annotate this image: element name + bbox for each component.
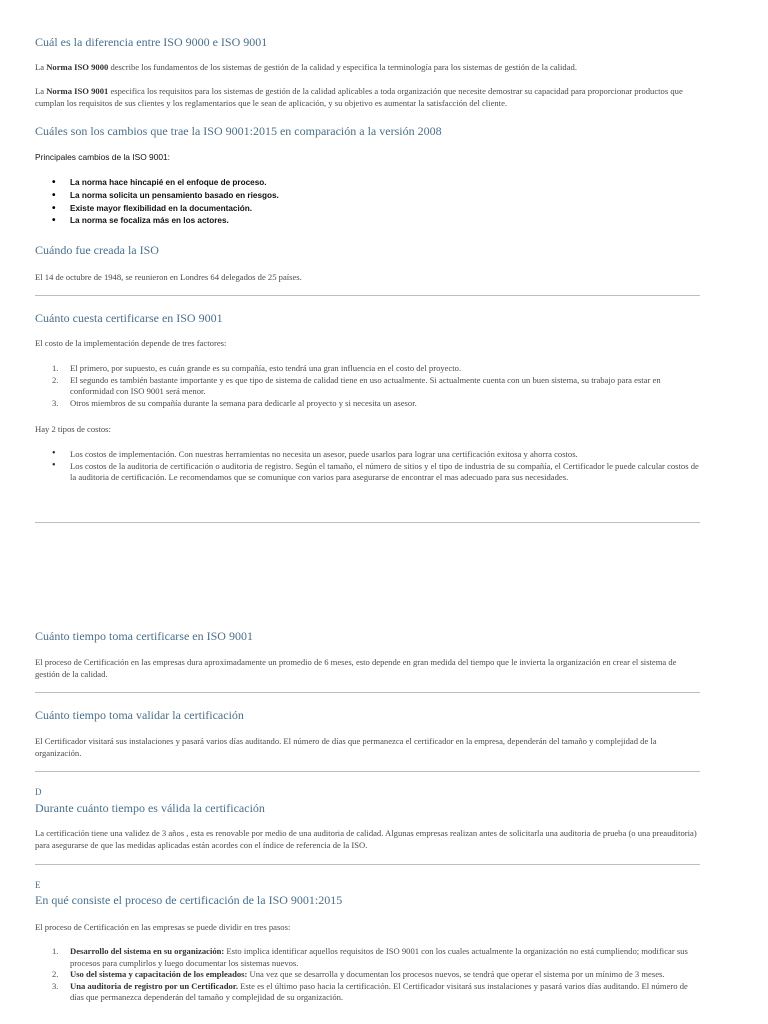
text-run: especifica los requisitos para los sistemas de gestión de la calidad aplicables a toda organización que necesite demostrar su capacidad para proporcionar productos que cumplan los requisitos de sus clientes y los reglamentarios que le sean de aplicación, y su objetivo es aumentar la satisfacción del cliente. [35, 86, 683, 108]
paragraph-iso-9001 [35, 86, 700, 110]
step-title: Desarrollo del sistema en su organización: [70, 946, 225, 956]
section-letter-d: D [35, 787, 42, 797]
list-item: • La norma se focaliza más en los actores. [35, 215, 700, 228]
step-text: Este es el último paso hacia la certificación. El Certificador visitará sus instalaciones y pasará varios días auditando. El número de días que permanezca dependerán del tamaño y complejidad de su organización. [70, 980, 688, 1003]
divider [35, 692, 700, 693]
list-item-text: El primero, por supuesto, es cuán grande es su compañía, esto tendrá una gran influencia en el costo del proyecto. [70, 363, 462, 373]
section-heading-certification-time: Cuánto tiempo toma certificarse en ISO 9001 [35, 629, 253, 643]
list-number: 2. [52, 374, 59, 385]
list-item: • La norma hace hincapié en el enfoque de proceso. [35, 177, 700, 190]
section-heading-validity: Durante cuánto tiempo es válida la certificación [35, 801, 265, 815]
divider [35, 864, 700, 865]
list-number: 1. [52, 946, 59, 956]
paragraph-iso-9000 [35, 62, 700, 74]
list-number: 3. [52, 980, 59, 991]
changes-list [35, 177, 700, 228]
section-heading-changes-2015: Cuáles son los cambios que trae la ISO 9001:2015 en comparación a la versión 2008 [35, 124, 442, 138]
bold-term-iso-9001: Norma ISO 9001 [46, 86, 109, 96]
paragraph-validation-time: El Certificador visitará sus instalaciones y pasará varios días auditando. El número de días que permanezca el certificador en la empresa, dependerán del tamaño y complejidad de la organización. [35, 736, 657, 758]
bold-term-iso-9000: Norma ISO 9000 [46, 62, 109, 72]
cost-types-list [35, 449, 700, 484]
section-heading-iso-creation: Cuándo fue creada la ISO [35, 243, 159, 257]
section-heading-iso-difference: Cuál es la diferencia entre ISO 9000 e ISO 9001 [35, 35, 268, 49]
list-number: 1. [52, 363, 59, 373]
step-title: Una auditoria de registro por un Certificador. [70, 980, 238, 991]
text-run: La [35, 86, 47, 96]
list-number: 2. [52, 969, 59, 980]
divider [35, 771, 700, 772]
list-item [35, 363, 700, 375]
list-item: • Los costos de la auditoria de certificación o auditoria de registro. Según el tamaño, el número de sitios y el tipo de industria de su compañía, el Certificador le puede calcular costos de la auditoria de certificación. Le recomendamos que se comunique con varios para asegurarse de encontrar el mas adecuado para sus necesidades. [35, 461, 700, 484]
section-letter-e: E [35, 880, 41, 890]
paragraph-validity: La certificación tiene una validez de 3 años , esta es renovable por medio de una auditoria de calidad. Algunas empresas realizan antes de solicitarla una auditoria de prueba (o una preauditoria) para asegurarse de que las medidas aplicadas están acordes con el índice de referencia de la ISO. [35, 828, 697, 850]
step-text: Una vez que se desarrolla y documentan los procesos nuevos, se tendrá que operar el sistema por un mínimo de 3 meses. [247, 969, 665, 980]
list-item: • Los costos de implementación. Con nuestras herramientas no necesita un asesor, puede usarlos para lograr una certificación exitosa y ahorra costos. [35, 449, 700, 461]
changes-intro: Principales cambios de la ISO 9001: [35, 152, 171, 162]
list-item-text: Otros miembros de su compañía durante la semana para dedicarle al proyecto y si necesita un asesor. [70, 397, 417, 408]
paragraph-iso-creation: El 14 de octubre de 1948, se reunieron en Londres 64 delegados de 25 países. [35, 272, 302, 282]
list-item [35, 946, 700, 969]
section-heading-certification-cost: Cuánto cuesta certificarse en ISO 9001 [35, 311, 223, 325]
text-run: describe los fundamentos de los sistemas de gestión de la calidad y especifica la terminología para los sistemas de gestión de la calidad. [108, 62, 577, 72]
process-intro: El proceso de Certificación en las empresas se puede dividir en tres pasos: [35, 922, 291, 932]
list-item-text: El segundo es también bastante importante y es que tipo de sistema de calidad tiene en uso actualmente. Si actualmente cuenta con un buen sistema, su trabajo para estar en conformidad con ISO 9001 será menor. [70, 374, 661, 397]
list-item: • La norma solicita un pensamiento basado en riesgos. [35, 190, 700, 203]
divider [35, 295, 700, 296]
cost-factors-list [35, 363, 700, 409]
cost-types-intro: Hay 2 tipos de costos: [35, 424, 111, 434]
process-steps-list [35, 946, 700, 1004]
section-heading-validation-time: Cuánto tiempo toma validar la certificación [35, 708, 244, 722]
list-item [35, 981, 700, 1004]
divider [35, 522, 700, 523]
list-number: 3. [52, 397, 59, 408]
list-item [35, 398, 700, 410]
list-item: • Existe mayor flexibilidad en la documentación. [35, 203, 700, 216]
list-item [35, 375, 700, 398]
cost-intro: El costo de la implementación depende de tres factores: [35, 338, 227, 348]
step-title: Uso del sistema y capacitación de los empleados: [70, 969, 248, 980]
list-item [35, 969, 700, 981]
text-run: La [35, 62, 47, 72]
step-text: Esto implica identificar aquellos requisitos de ISO 9001 con los cuales actualmente la organización no está cumpliendo; modificar sus procesos para cumplirlos y luego documentar los sistemas nuevos. [70, 946, 688, 968]
section-heading-certification-process: En qué consiste el proceso de certificación de la ISO 9001:2015 [35, 893, 343, 907]
paragraph-certification-time: El proceso de Certificación en las empresas dura aproximadamente un promedio de 6 meses, esto depende en gran medida del tiempo que le invierta la organización en crear el sistema de gestión de la calidad. [35, 657, 677, 679]
